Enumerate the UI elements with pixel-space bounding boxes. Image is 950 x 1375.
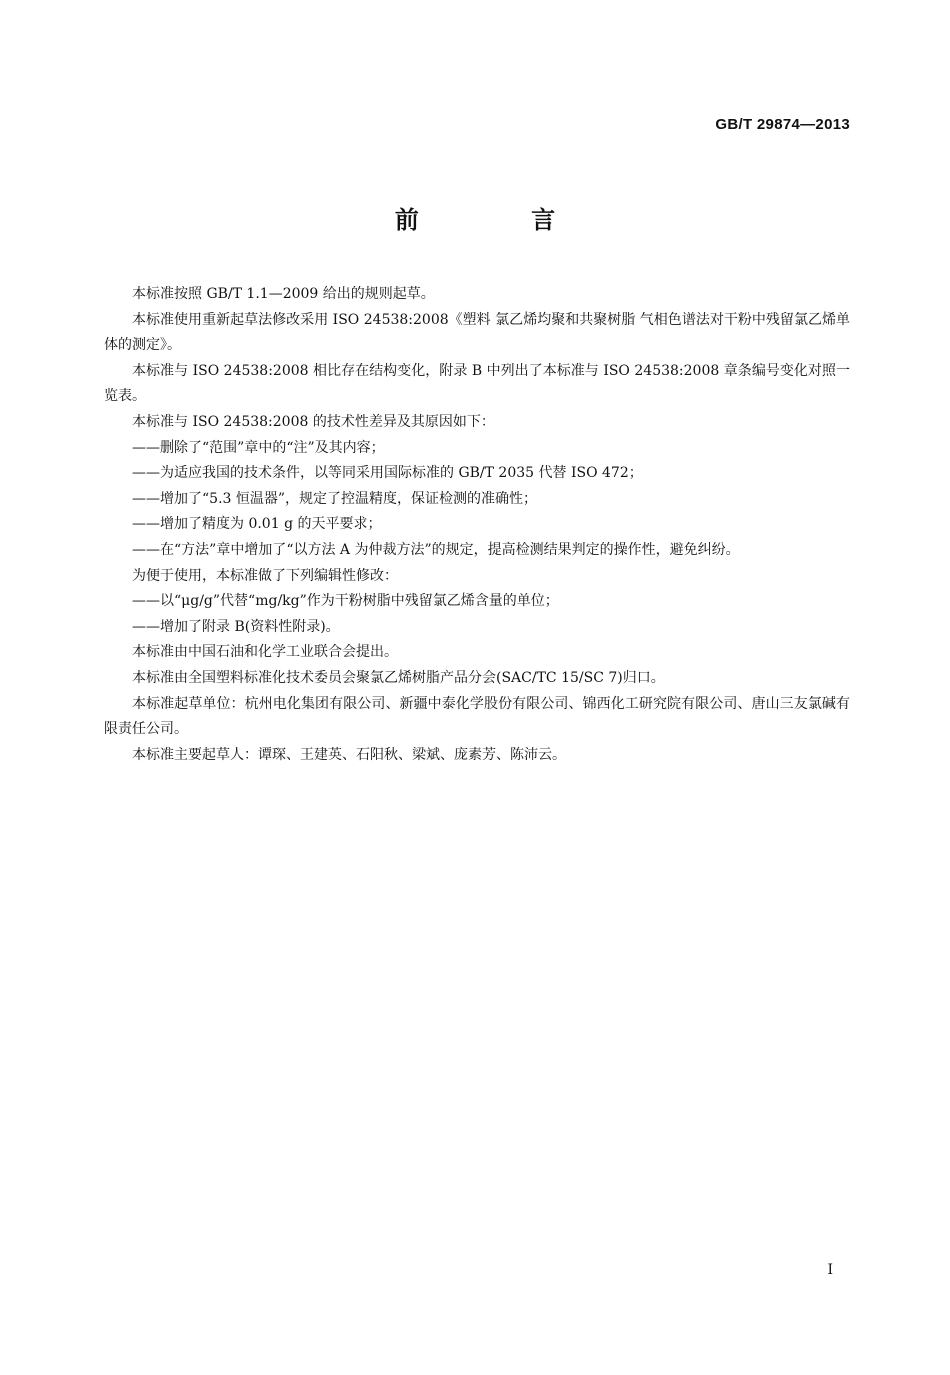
list-item: ——为适应我国的技术条件，以等同采用国际标准的 GB/T 2035 代替 ISO 472； (132, 465, 643, 482)
paragraph-drafting-units: 本标准起草单位：杭州电化集团有限公司、新疆中泰化学股份有限公司、锦西化工研究院有限公司、唐山三友氯碱有限责任公司。 (104, 695, 850, 738)
list-item: ——增加了附录 B(资料性附录)。 (132, 618, 340, 635)
list-item: ——增加了“5.3 恒温器”，规定了控温精度，保证检测的准确性； (132, 490, 538, 507)
document-body (104, 282, 850, 768)
list-item: ——删除了“范围”章中的“注”及其内容； (132, 439, 385, 456)
standard-code: GB/T 29874—2013 (715, 116, 850, 133)
paragraph-adoption: 本标准使用重新起草法修改采用 ISO 24538:2008《塑料 氯乙烯均聚和共聚树脂 气相色谱法对干粉中残留氯乙烯单体的测定》。 (104, 311, 850, 354)
paragraph-technical-differences: 本标准与 ISO 24538:2008 的技术性差异及其原因如下： (132, 413, 495, 430)
paragraph-structure-change: 本标准与 ISO 24538:2008 相比存在结构变化，附录 B 中列出了本标准与 ISO 24538:2008 章条编号变化对照一览表。 (104, 362, 850, 405)
list-item: ——增加了精度为 0.01 g 的天平要求； (132, 516, 382, 533)
paragraph-administrator: 本标准由全国塑料标准化技术委员会聚氯乙烯树脂产品分会(SAC/TC 15/SC 7)归口。 (132, 669, 665, 686)
page-number: I (827, 1262, 833, 1278)
page-title: 前 言 (394, 206, 608, 234)
list-item: ——在“方法”章中增加了“以方法 A 为仲裁方法”的规定，提高检测结果判定的操作性，避免纠纷。 (132, 541, 740, 558)
paragraph-drafters: 本标准主要起草人：谭琛、王建英、石阳秋、梁斌、庞素芳、陈沛云。 (132, 746, 566, 763)
list-item: ——以“μg/g”代替“mg/kg”作为干粉树脂中残留氯乙烯含量的单位； (132, 593, 559, 610)
paragraph-proposer: 本标准由中国石油和化学工业联合会提出。 (132, 644, 398, 661)
paragraph-drafting-rules: 本标准按照 GB/T 1.1—2009 给出的规则起草。 (132, 286, 435, 302)
paragraph-editorial-changes: 为便于使用，本标准做了下列编辑性修改： (132, 567, 398, 584)
